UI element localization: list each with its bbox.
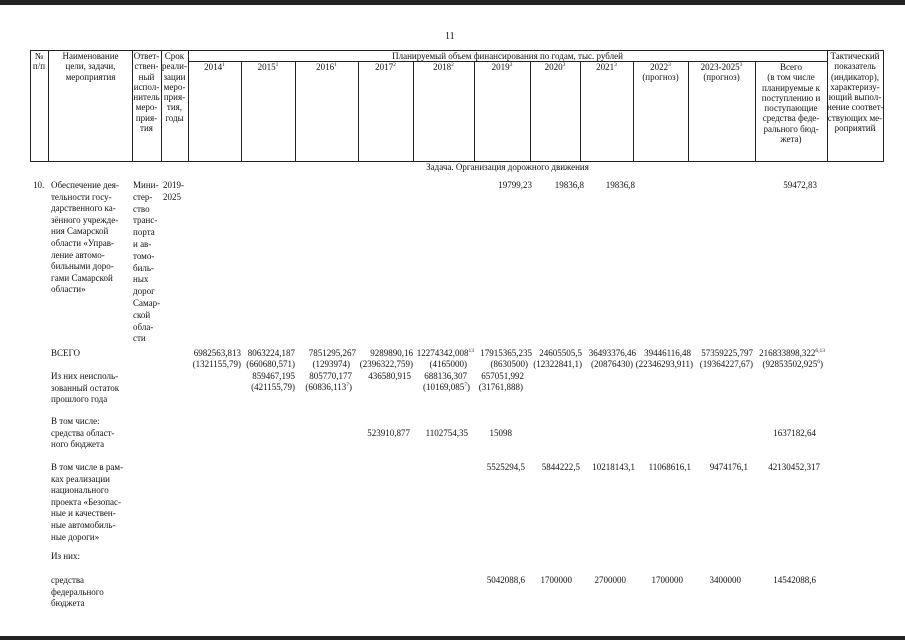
header-year-2016: 2016$^1$ [316, 62, 337, 72]
total-sub-2020: (12322841,1) [533, 359, 582, 369]
total-sub-2017: (2396322,759) [359, 359, 413, 369]
header-year-2014: 2014$^1$ [204, 62, 225, 72]
federal-total: 14542088,6 [773, 575, 816, 585]
total-row-label: ВСЕГО [51, 348, 80, 358]
national-row-label: В том числе в рам- ках реализации национального проекта «Безопас- ные и качествен- ные автомобиль- ные дороги» [51, 462, 124, 542]
regional-2017: 523910,877 [367, 428, 410, 438]
header-year-2020: 2020$^3$ [544, 62, 566, 72]
task-title: Задача. Организация дорожного движения [426, 162, 589, 172]
header-executor: Ответ- ствен- ный испол- нитель меро- прия- тия [133, 51, 160, 134]
of-them-label: Из них: [51, 551, 80, 561]
total-sub-2015: (660680,571) [246, 359, 295, 369]
total-2021: 36493376,46 [588, 348, 636, 358]
row10-2021: 19836,8 [605, 180, 635, 190]
federal-2019: 5042088,6 [486, 575, 525, 585]
balance-2015: 859467,195 [252, 371, 295, 381]
total-sub-2021: (20876430) [591, 359, 633, 369]
header-term: Срок реали- зации меро- прия- тия, годы [162, 51, 187, 123]
total-2019: 17915365,235 [480, 348, 532, 358]
regional-2018: 1102754,35 [425, 428, 468, 438]
header-year-2018: 2018$^2$ [433, 62, 454, 72]
header-num: № п/п [32, 51, 46, 72]
total-sub-all: (92853502,925$^6$) [762, 359, 823, 369]
balance-sub-2019: (31761,888) [478, 382, 523, 392]
scan-bottom-border [0, 636, 905, 640]
header-year-2015: 2015$^1$ [257, 62, 279, 72]
total-2015: 8063224,187 [247, 348, 295, 358]
national-2023-2025: 9474176,1 [709, 462, 748, 472]
balance-2017: 436580,915 [368, 371, 411, 381]
row10-2019: 19799,23 [498, 180, 532, 190]
regional-total: 1637182,64 [773, 428, 816, 438]
total-sub-2022: (22346293,911) [635, 359, 693, 369]
total-sub-2023-2025: (19364227,67) [699, 359, 753, 369]
scan-top-border [0, 0, 905, 5]
balance-row-label: Из них неисполь- зованный остаток прошлого года [51, 371, 120, 405]
federal-2023-2025: 3400000 [709, 575, 741, 585]
row10-2020: 19836,8 [554, 180, 584, 190]
total-sub-2019: (8630500) [490, 359, 528, 369]
national-2020: 5844222,5 [541, 462, 580, 472]
total-all: 216833898,322$^{6,13}$ [759, 348, 825, 358]
header-name: Наименование цели, задачи, мероприятия [62, 51, 119, 82]
row10-total: 59472,83 [783, 180, 817, 190]
header-tactical: Тактический показатель (индикатор), характеризу- ющий выпол- нение соответ- ствующих ме- роприятий [827, 51, 884, 134]
federal-2022: 1700000 [651, 575, 683, 585]
total-2014: 6982563,813 [193, 348, 241, 358]
total-2022: 39446116,48 [644, 348, 691, 358]
balance-sub-2018: (10169,085$^7$) [423, 382, 470, 392]
row10-term: 2019- 2025 [163, 180, 184, 202]
total-sub-2014: (1321155,79) [192, 359, 241, 369]
header-year-2022: 2022$^3$ (прогноз) [642, 62, 679, 83]
national-2019: 5525294,5 [486, 462, 525, 472]
header-planned: Планируемый объем финансирования по годам, тыс. рублей [392, 51, 623, 61]
regional-2019: 15098 [489, 428, 512, 438]
header-total: Всего (в том числе планируемые к поступлению и поступающие средства феде- рального бюд- жета) [761, 62, 821, 145]
total-2020: 24605505,5 [539, 348, 582, 358]
row10-name: Обеспечение дея- тельности госу- дарственного ка- зённого учрежде- ния Самарской области «Управ- ление автомо- бильными доро- гами Самарской области» [51, 180, 119, 295]
header-year-2019: 2019$^3$ [491, 62, 513, 72]
balance-sub-2016: (60836,113$^7$) [305, 382, 352, 392]
national-2022: 11068616,1 [648, 462, 691, 472]
federal-2020: 1700000 [540, 575, 572, 585]
total-2017: 9289890,16 [370, 348, 413, 358]
national-total: 42130452,317 [768, 462, 820, 472]
balance-sub-2015: (421155,79) [251, 382, 295, 392]
table-header [30, 50, 884, 162]
row10-num: 10. [33, 180, 45, 190]
header-year-2023-2025: 2023-2025$^3$ (прогноз) [700, 62, 743, 83]
federal-2021: 2700000 [594, 575, 626, 585]
balance-2018: 688136,307 [424, 371, 467, 381]
total-sub-2018: (4165000) [429, 359, 467, 369]
total-2018: 12274342,008$^{13}$ [416, 348, 474, 358]
header-year-2021: 2021$^3$ [596, 62, 617, 72]
row10-executor: Мини- стер- ство транс- порта и ав- томо- биль- ных дорог Самар- ской обла- сти [133, 180, 161, 344]
header-year-2017: 2017$^2$ [375, 62, 396, 72]
federal-row-label: средства федерального бюджета [51, 575, 104, 609]
regional-row-label: В том числе: средства област- ного бюджета [51, 416, 115, 450]
total-sub-2016: (1293974) [312, 359, 350, 369]
national-2021: 10218143,1 [592, 462, 635, 472]
balance-2016: 805770,177 [309, 371, 352, 381]
page-number: 11 [445, 31, 455, 42]
total-2016: 7851295,267 [308, 348, 356, 358]
total-2023-2025: 57359225,797 [701, 348, 753, 358]
balance-2019: 657051,992 [481, 371, 524, 381]
